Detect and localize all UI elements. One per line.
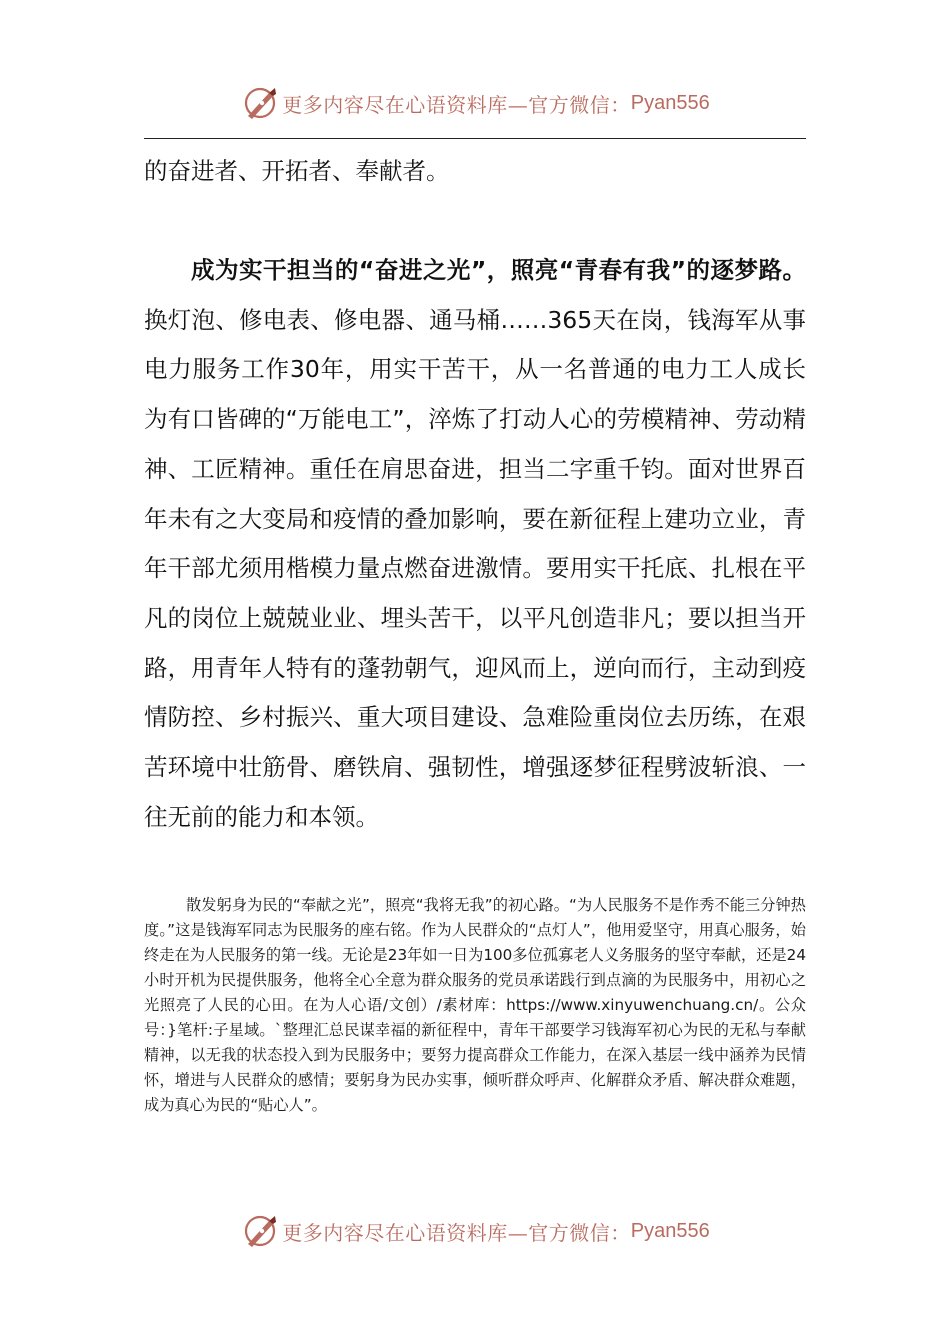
header-wechat-id: Pyan556 <box>630 91 710 114</box>
paragraph-body: 换灯泡、修电表、修电器、通马桶……365天在岗，钱海军从事电力服务工作30年，用实干苦干，从一名普通的电力工人成长为有口皆碑的“万能电工”，淬炼了打动人心的劳模精神、劳动精神、工匠精神。重任在肩思奋进，担当二字重千钧。面对世界百年未有之大变局和疫情的叠加影响，要在新征程上建功立业，青年干部尤须用楷模力量点燃奋进激情。要用实干托底、扎根在平凡的岗位上兢兢业业、埋头苦干，以平凡创造非凡；要以担当开路，用青年人特有的蓬勃朝气，迎风而上，逆向而行，主动到疫情防控、乡村振兴、重大项目建设、急难险重岗位去历练，在艰苦环境中壮筋骨、磨铁肩、强韧性，增强逐梦征程劈波斩浪、一往无前的能力和本领。 <box>144 305 806 831</box>
paragraph-heading: 成为实干担当的“奋进之光”，照亮“青春有我”的逐梦路。 <box>191 256 806 284</box>
header-banner <box>0 78 950 128</box>
pen-nib-logo-icon <box>240 83 280 123</box>
paragraph-main <box>144 246 806 842</box>
paragraph-small: 散发躬身为民的“奉献之光”，照亮“我将无我”的初心路。“为人民服务不是作秀不能三分钟热度。”这是钱海军同志为民服务的座右铭。作为人民群众的“点灯人”，他用爱坚守，用真心服务，始终走在为人民服务的第一线。无论是23年如一日为100多位孤寡老人义务服务的坚守奉献，还是24小时开机为民提供服务，他将全心全意为群众服务的党员承诺践行到点滴的为民服务中，用初心之光照亮了人民的心田。在为人心语/文创）/素材库：https://www.xinyuwenchuang.cn/。公众号：}笔杆:子星域。`整理汇总民谋幸福的新征程中，青年干部要学习钱海军初心为民的无私与奉献精神，以无我的状态投入到为民服务中；要努力提高群众工作能力，在深入基层一线中涵养为民情怀，增进与人民群众的感情；要躬身为民办实事，倾听群众呼声、化解群众矛盾、解决群众难题，成为真心为民的“贴心人”。 <box>144 896 806 1114</box>
footer-wechat-id: Pyan556 <box>630 1219 710 1242</box>
paragraph-continuation: 的奋进者、开拓者、奉献者。 <box>144 157 450 185</box>
pen-nib-logo-icon <box>240 1211 280 1251</box>
footer-banner <box>0 1206 950 1256</box>
header-brand-text: 更多内容尽在心语资料库—官方微信： <box>282 92 631 117</box>
header-divider <box>144 138 806 139</box>
footer-brand-text: 更多内容尽在心语资料库—官方微信： <box>282 1220 631 1245</box>
